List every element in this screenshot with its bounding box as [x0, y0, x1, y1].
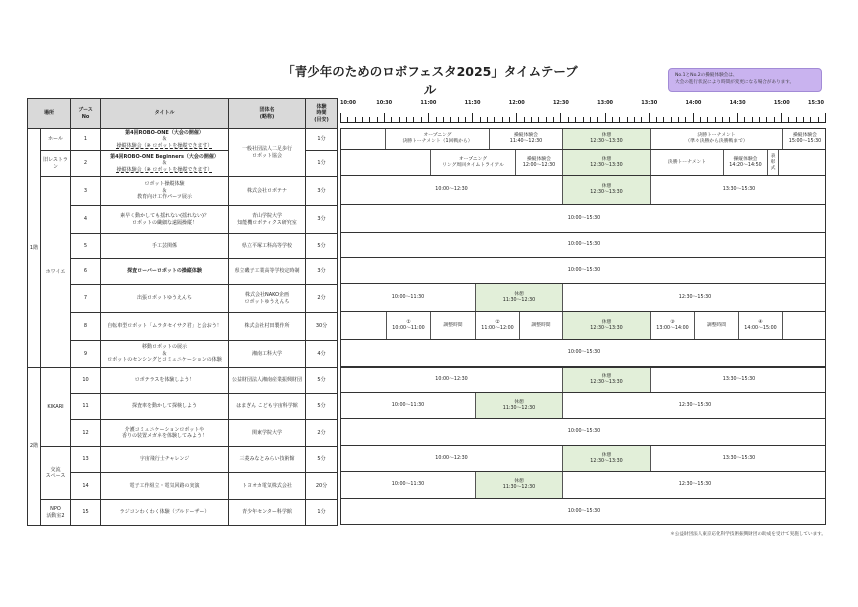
ruler-tick — [590, 117, 591, 122]
timeline-row — [340, 128, 826, 150]
schedule-slot: 10:00～12:30 — [341, 176, 563, 204]
ruler-tick — [796, 117, 797, 122]
schedule-slot: 13:30～15:30 — [722, 377, 756, 382]
schedule-slot: 10:00～15:30 — [567, 267, 601, 273]
ruler-tick — [671, 117, 672, 122]
booth-title: 自転車型ロボット「ムラタセイサク君」と会おう！ — [101, 313, 229, 341]
booth-duration: 1分 — [306, 500, 338, 526]
booth-duration: 5分 — [306, 447, 338, 473]
schedule-slot: 10:00～15:30 — [567, 215, 601, 221]
schedule-slot: 操縦体験会 12:00～12:30 — [516, 150, 563, 175]
schedule-slot: 調整時間 — [695, 312, 739, 339]
ruler-tick — [627, 117, 628, 122]
ruler-tick — [634, 117, 635, 122]
schedule-slot — [779, 150, 827, 175]
ruler-tick — [605, 113, 606, 122]
page-title: 「青少年のためのロボフェスタ2025」タイムテーブル — [282, 64, 578, 97]
title-amp: ＆ — [162, 160, 168, 167]
schedule-slot: ④ 14:00～15:00 — [739, 312, 783, 339]
schedule-slot: 決勝トーナメント （準々決勝から決勝戦まで） — [651, 129, 783, 149]
ruler-tick — [685, 117, 686, 122]
break-slot: 休憩 12:30～13:30 — [563, 446, 651, 471]
booth-no: 6 — [71, 259, 101, 285]
schedule-slot: ① 10:00～11:00 — [387, 312, 431, 339]
timeline-row — [340, 472, 826, 499]
place-kikari: KIKARI — [41, 368, 71, 447]
schedule-slot: 10:00～15:30 — [567, 242, 601, 247]
booth-no: 10 — [71, 368, 101, 394]
time-ruler — [340, 98, 826, 128]
ruler-tick — [509, 117, 510, 122]
ruler-tick — [803, 117, 804, 122]
place-hall: ホール — [41, 129, 71, 151]
ruler-tick — [788, 117, 789, 122]
schedule-slot: 調整時間 — [520, 312, 563, 339]
booth-duration: 30分 — [306, 313, 338, 341]
booth-no: 9 — [71, 341, 101, 368]
ruler-tick — [663, 117, 664, 122]
notice-line-1: No.1とNo.2の操縦体験会は、 — [675, 73, 738, 78]
ruler-tick — [538, 117, 539, 122]
header-duration: 体験 時間 (目安) — [306, 99, 338, 129]
schedule-slot: 操縦体験会 15:00～15:30 — [788, 133, 822, 144]
ruler-tick — [612, 117, 613, 122]
booth-duration: 4分 — [306, 341, 338, 368]
ruler-tick — [413, 117, 414, 122]
timeline-row — [340, 284, 826, 312]
schedule-slot: 10:00～15:30 — [567, 508, 601, 514]
booth-duration: 5分 — [306, 368, 338, 394]
ruler-tick — [502, 117, 503, 122]
time-label: 10:30 — [376, 100, 393, 106]
ruler-tick — [715, 117, 716, 122]
booth-no: 15 — [71, 500, 101, 526]
schedule-slot: 13:30～15:30 — [722, 455, 756, 461]
ruler-tick — [597, 117, 598, 122]
floor-2: 2階 — [28, 368, 41, 526]
booth-no: 2 — [71, 151, 101, 177]
booth-title: 探査車を動かして探検しよう — [101, 394, 229, 420]
booth-title: 探査ローバーロボットの操縦体験 — [101, 259, 229, 285]
place-old-restaurant: 旧レストラン — [41, 151, 71, 177]
ruler-tick — [531, 117, 532, 122]
ruler-tick — [465, 117, 466, 122]
schedule-slot: 調整時間 — [431, 312, 476, 339]
booth-title: 出張ロボットゆうえんち — [101, 285, 229, 313]
break-slot: 休憩 11:30～12:30 — [476, 472, 563, 498]
schedule-slot — [783, 312, 827, 339]
booth-no: 3 — [71, 177, 101, 206]
booth-no: 12 — [71, 420, 101, 447]
booth-org: 関東学院大学 — [229, 420, 306, 447]
booth-duration: 3分 — [306, 206, 338, 234]
schedule-slot: 10:00～12:30 — [341, 446, 563, 471]
header-org: 団体名 (略称) — [229, 99, 306, 129]
schedule-slot: 12:30～15:30 — [678, 294, 712, 300]
place-npo-room-2: NPO 活動室2 — [41, 500, 71, 526]
ruler-tick — [377, 117, 378, 122]
break-slot: 休憩 12:30～13:30 — [563, 150, 651, 175]
title-sub: 操縦体験会（※ ロボットを操縦できます） — [116, 166, 213, 173]
booth-duration: 20分 — [306, 473, 338, 500]
booth-org: 青少年センター科学館 — [229, 500, 306, 526]
booth-org: 県立磯子工業高等学校定時制 — [229, 259, 306, 285]
title-main: 第4回ROBO-ONE Beginners（大会の開催） — [110, 153, 219, 160]
timeline-row — [340, 340, 826, 367]
ruler-tick — [516, 113, 517, 122]
title-sub: 操縦体験会（※ ロボットを操縦できます） — [116, 142, 213, 149]
ruler-tick — [810, 117, 811, 122]
timeline-row — [340, 176, 826, 205]
schedule-slot: 10:00～15:30 — [567, 350, 601, 355]
schedule-slot: 表 彰 式 — [768, 150, 779, 175]
booth-no: 11 — [71, 394, 101, 420]
booth-title: 電子工作組立・電気回路の実演 — [101, 473, 229, 500]
booth-duration: 5分 — [306, 234, 338, 259]
timeline-row — [340, 446, 826, 472]
timeline-row — [340, 205, 826, 233]
booth-org: 公益財団法人湘南産業振興財団 — [229, 368, 306, 394]
place-exchange-space: 交流 スペース — [41, 447, 71, 500]
ruler-tick — [693, 113, 694, 122]
ruler-tick — [443, 117, 444, 122]
ruler-tick — [575, 117, 576, 122]
schedule-slot: 決勝トーナメント — [651, 150, 724, 175]
ruler-tick — [553, 117, 554, 122]
time-label: 12:30 — [552, 100, 569, 106]
ruler-tick — [825, 113, 826, 122]
booth-title: 介護コミュニケーションロボットや 香りの装置メガネを体験してみよう！ — [101, 420, 229, 447]
time-label: 11:30 — [464, 100, 481, 106]
schedule-slot: 10:00～11:30 — [341, 284, 476, 311]
ruler-tick — [678, 117, 679, 122]
ruler-tick — [752, 117, 753, 122]
schedule-slot — [341, 129, 386, 149]
break-slot: 休憩 12:30～13:30 — [563, 312, 651, 339]
time-label: 12:00 — [508, 100, 525, 106]
ruler-tick — [707, 117, 708, 122]
time-label: 14:00 — [685, 100, 702, 106]
ruler-tick — [362, 117, 363, 122]
ruler-tick — [436, 117, 437, 122]
ruler-tick — [729, 117, 730, 122]
time-label: 10:00 — [340, 100, 356, 106]
header-place: 場所 — [28, 99, 71, 129]
ruler-tick — [428, 113, 429, 122]
ruler-tick — [355, 117, 356, 122]
booth-duration: 1分 — [306, 129, 338, 151]
booth-org: 青山学院大学 知能機ロボティクス研究室 — [229, 206, 306, 234]
timeline-row — [340, 419, 826, 446]
booth-no: 4 — [71, 206, 101, 234]
time-label: 15:00 — [773, 100, 790, 106]
break-slot: 休憩 11:30～12:30 — [476, 393, 563, 418]
ruler-tick — [774, 117, 775, 122]
ruler-axis — [340, 122, 826, 123]
booth-org: 県立平塚工科高等学校 — [229, 234, 306, 259]
ruler-tick — [583, 117, 584, 122]
booth-duration: 1分 — [306, 151, 338, 177]
booth-duration: 5分 — [306, 394, 338, 420]
booth-org: 株式会社NAKO企画 ロボットゆうえんち — [229, 285, 306, 313]
break-slot: 休憩 12:30～13:30 — [563, 176, 651, 204]
booth-no: 7 — [71, 285, 101, 313]
schedule-slot: 10:00～11:30 — [341, 472, 476, 498]
booth-duration: 3分 — [306, 259, 338, 285]
booth-no: 1 — [71, 129, 101, 151]
timeline-row — [340, 233, 826, 258]
time-label: 15:30 — [808, 100, 824, 106]
ruler-tick — [480, 117, 481, 122]
time-label: 13:30 — [641, 100, 658, 106]
booth-org: 一般社団法人二足歩行 ロボット協会 — [229, 129, 306, 177]
title-main: 第4回ROBO-ONE（大会の開催） — [125, 129, 204, 136]
ruler-tick — [722, 117, 723, 122]
header-booth: ブース No — [71, 99, 101, 129]
ruler-tick — [421, 117, 422, 122]
timeline-row — [340, 393, 826, 419]
timeline-row — [340, 258, 826, 284]
timeline-row — [340, 367, 826, 393]
schedule-slot: 操縦体験会 11:40～12:30 — [490, 129, 563, 149]
booth-no: 13 — [71, 447, 101, 473]
break-slot: 休憩 12:30～13:30 — [563, 129, 651, 149]
timeline-row — [340, 312, 826, 340]
ruler-tick — [546, 117, 547, 122]
schedule-slot: ③ 13:00～14:00 — [651, 312, 695, 339]
booth-org: 三菱みなとみらい技術館 — [229, 447, 306, 473]
floor-1: 1階 — [28, 129, 41, 368]
booth-title — [101, 129, 229, 151]
ruler-tick — [524, 117, 525, 122]
ruler-tick — [641, 117, 642, 122]
ruler-tick — [347, 117, 348, 122]
timeline-row — [340, 150, 826, 176]
booth-org: 株式会社ロボテナ — [229, 177, 306, 206]
schedule-slot: 12:30～15:30 — [678, 482, 712, 487]
booth-org: 株式会社村田製作所 — [229, 313, 306, 341]
schedule-slot: 操縦体験会 14:20～14:50 — [724, 150, 768, 175]
ruler-tick — [369, 117, 370, 122]
schedule-slot — [341, 312, 387, 339]
ruler-tick — [399, 117, 400, 122]
booth-title: 宇宙飛行士チャレンジ — [101, 447, 229, 473]
booth-title: ロボット操縦体験 ＆ 教育向け工作パーツ展示 — [101, 177, 229, 206]
booth-no: 14 — [71, 473, 101, 500]
booth-org: 湘南工科大学 — [229, 341, 306, 368]
booth-title: ロボテラスを体験しよう！ — [101, 368, 229, 394]
booth-duration: 2分 — [306, 285, 338, 313]
booth-no: 8 — [71, 313, 101, 341]
booth-title: 素早く動かしても揺れない(揺れない)？ ロボットの繊細な遠隔操縦！ — [101, 206, 229, 234]
booth-duration: 3分 — [306, 177, 338, 206]
ruler-tick — [649, 113, 650, 122]
schedule-slot: オープニング 決勝トーナメント（1回戦から） — [386, 129, 490, 149]
ruler-tick — [656, 117, 657, 122]
ruler-tick — [450, 117, 451, 122]
booth-title: 移動ロボットの展示 ＆ ロボットのセンシングとコミュニケーションの体験 — [101, 341, 229, 368]
time-label: 14:30 — [729, 100, 746, 106]
booth-org: トヨオカ電気株式会社 — [229, 473, 306, 500]
schedule-slot: 10:00～15:30 — [567, 429, 601, 434]
booth-no: 5 — [71, 234, 101, 259]
schedule-slot: 12:30～15:30 — [678, 402, 712, 408]
schedule-slot — [341, 150, 431, 175]
break-slot: 休憩 12:30～13:30 — [563, 368, 651, 392]
ruler-tick — [781, 113, 782, 122]
footnote: ＊公益財団法人東京応化科学技術振興財団の助成を受けて実施しています。 — [670, 532, 826, 537]
schedule-slot: 13:30～15:30 — [722, 187, 756, 192]
ruler-tick — [487, 117, 488, 122]
header-title: タイトル — [101, 99, 229, 129]
ruler-tick — [560, 113, 561, 122]
schedule-slot: 10:00～11:30 — [341, 393, 476, 418]
ruler-tick — [568, 117, 569, 122]
title-amp: ＆ — [162, 136, 168, 143]
ruler-tick — [494, 117, 495, 122]
place-foyer: ホワイエ — [41, 177, 71, 368]
time-label: 11:00 — [420, 100, 437, 106]
booth-duration: 2分 — [306, 420, 338, 447]
ruler-tick — [818, 117, 819, 122]
ruler-tick — [472, 113, 473, 122]
ruler-tick — [384, 113, 385, 122]
schedule-slot: ② 11:00～12:00 — [476, 312, 520, 339]
ruler-tick — [737, 113, 738, 122]
ruler-tick — [458, 117, 459, 122]
ruler-tick — [759, 117, 760, 122]
break-slot: 休憩 11:30～12:30 — [476, 284, 563, 311]
schedule-slot: 10:00～12:30 — [341, 368, 563, 392]
notice-box — [668, 68, 822, 92]
ruler-tick — [406, 117, 407, 122]
booth-title — [101, 151, 229, 177]
ruler-tick — [391, 117, 392, 122]
booth-org: はまぎん こども宇宙科学館 — [229, 394, 306, 420]
booth-title: 手工芸関係 — [101, 234, 229, 259]
timeline-row — [340, 499, 826, 525]
ruler-tick — [744, 117, 745, 122]
schedule-slot: オープニング リング周回タイムトライアル — [431, 150, 516, 175]
ruler-tick — [766, 117, 767, 122]
booth-title: ラジコンわくわく体験（ブルドーザー） — [101, 500, 229, 526]
booth-table — [27, 98, 338, 526]
ruler-tick — [340, 113, 341, 122]
time-label: 13:00 — [597, 100, 614, 106]
notice-line-2: 大会の進行状況により時間が変更になる場合があります。 — [675, 80, 795, 85]
ruler-tick — [619, 117, 620, 122]
ruler-tick — [700, 117, 701, 122]
